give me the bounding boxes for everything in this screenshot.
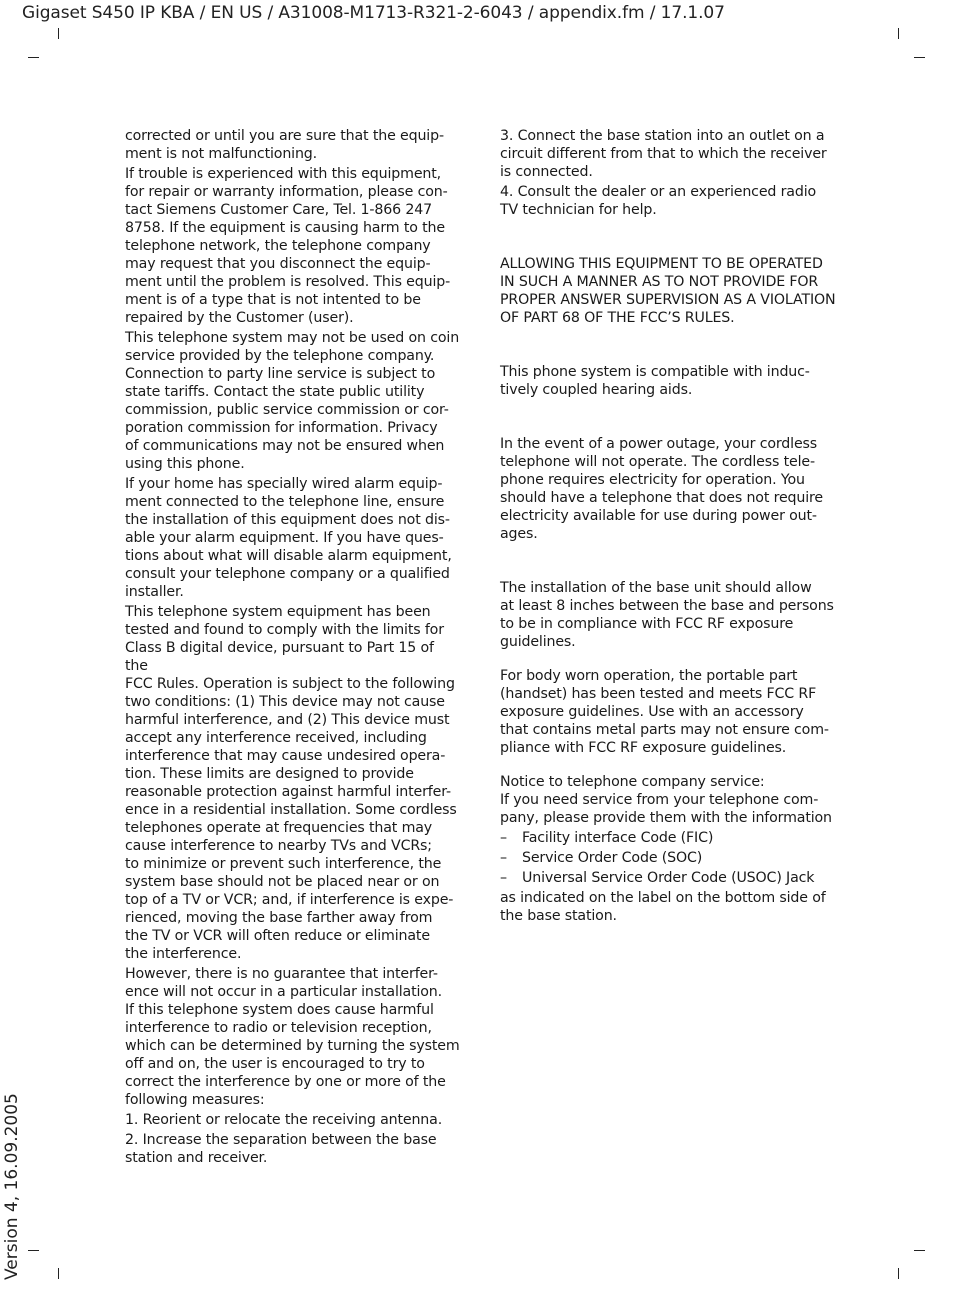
dash-bullet: – (500, 830, 507, 846)
power-outage-paragraph: In the event of a power outage, your cordless telephone will not operate. The cordless tele- phone requires electricity for operation. You should have a telephone that does not require electricity available for use during power out- ages. (500, 436, 823, 542)
crop-mark (58, 28, 59, 39)
closing-paragraph: as indicated on the label on the bottom side of the base station. (500, 890, 826, 924)
body-worn-paragraph: For body worn operation, the portable part (handset) has been tested and meets FCC RF exposure guidelines. Use with an accessory that contains metal parts may not ensure com- pliance with FCC RF exposure guidelines. (500, 668, 829, 756)
crop-mark (58, 1268, 59, 1279)
notice-title: Notice to telephone company service: (500, 774, 765, 790)
crop-mark (28, 57, 39, 58)
version-label: Version 4, 16.09.2005 (2, 1093, 22, 1280)
paragraph: corrected or until you are sure that the equip- ment is not malfunctioning. (125, 128, 444, 162)
paragraph: If your home has specially wired alarm equip- ment connected to the telephone line, ensure the installation of this equipment does not dis- able your alarm equipment. If you have ques- tions about what will disable alarm equipment, consult your telephone company or a qualified installer. (125, 476, 452, 600)
left-column (125, 127, 461, 1169)
list-item-text: Facility interface Code (FIC) (522, 830, 714, 846)
list-item (500, 849, 836, 867)
page-header: Gigaset S450 IP KBA / EN US / A31008-M1713-R321-2-6043 / appendix.fm / 17.1.07 (22, 3, 725, 23)
list-item (500, 829, 836, 847)
crop-mark (898, 1268, 899, 1279)
paragraph: However, there is no guarantee that interfer- ence will not occur in a particular installation. If this telephone system does cause harmful interference to radio or television reception, which can be determined by turning the system off and on, the user is encouraged to try to correct the interference by one or more of the following measures: (125, 966, 460, 1108)
notice-body: If you need service from your telephone com- pany, please provide them with the information (500, 792, 832, 826)
measure-item: 4. Consult the dealer or an experienced radio TV technician for help. (500, 184, 817, 218)
crop-mark (914, 57, 925, 58)
installation-paragraph: The installation of the base unit should allow at least 8 inches between the base and persons to be in compliance with FCC RF exposure guidelines. (500, 580, 834, 650)
dash-bullet: – (500, 870, 507, 886)
dash-bullet: – (500, 850, 507, 866)
paragraph: This telephone system equipment has been tested and found to comply with the limits for Class B digital device, pursuant to Part 15 of the FCC Rules. Operation is subject to the following two conditions: (1) This device may not cause harmful interference, and (2) This device must accept any interference received, including interference that may cause undesired opera- tion. These limits are designed to provide reasonable protection against harmful interfer- ence in a residential installation. Some cordless telephones operate at frequencies that may cause interference to nearby TVs and VCRs; to minimize or prevent such interference, the system base should not be placed near or on top of a TV or VCR; and, if interference is expe- rienced, moving the base farther away from the TV or VCR will often reduce or eliminate the interference. (125, 604, 457, 962)
paragraph: This telephone system may not be used on coin service provided by the telephone company. Connection to party line service is subject to state tariffs. Contact the state public utility commission, public service commission or cor- poration commission for information. Privacy of communications may not be ensured when using this phone. (125, 330, 460, 472)
crop-mark (898, 28, 899, 39)
measure-item: 1. Reorient or relocate the receiving antenna. (125, 1112, 443, 1128)
paragraph: If trouble is experienced with this equipment, for repair or warranty information, please con- tact Siemens Customer Care, Tel. 1-866 247 8758. If the equipment is causing harm to the telephone network, the telephone company may request that you disconnect the equip- ment until the problem is resolved. This equip- ment is of a type that is not intented to be repaired by the Customer (user). (125, 166, 451, 326)
list-item-text: Service Order Code (SOC) (522, 850, 703, 866)
warning-paragraph: ALLOWING THIS EQUIPMENT TO BE OPERATED IN SUCH A MANNER AS TO NOT PROVIDE FOR PROPER ANSWER SUPERVISION AS A VIOLATION OF PART 68 OF THE FCC’S RULES. (500, 256, 836, 326)
crop-mark (914, 1250, 925, 1251)
crop-mark (28, 1250, 39, 1251)
hearing-aid-paragraph: This phone system is compatible with induc- tively coupled hearing aids. (500, 364, 810, 398)
measure-item: 2. Increase the separation between the base station and receiver. (125, 1132, 437, 1166)
right-column (500, 127, 836, 927)
list-item (500, 869, 836, 887)
measure-item: 3. Connect the base station into an outlet on a circuit different from that to which the receiver is connected. (500, 128, 827, 180)
list-item-text: Universal Service Order Code (USOC) Jack (522, 870, 815, 886)
